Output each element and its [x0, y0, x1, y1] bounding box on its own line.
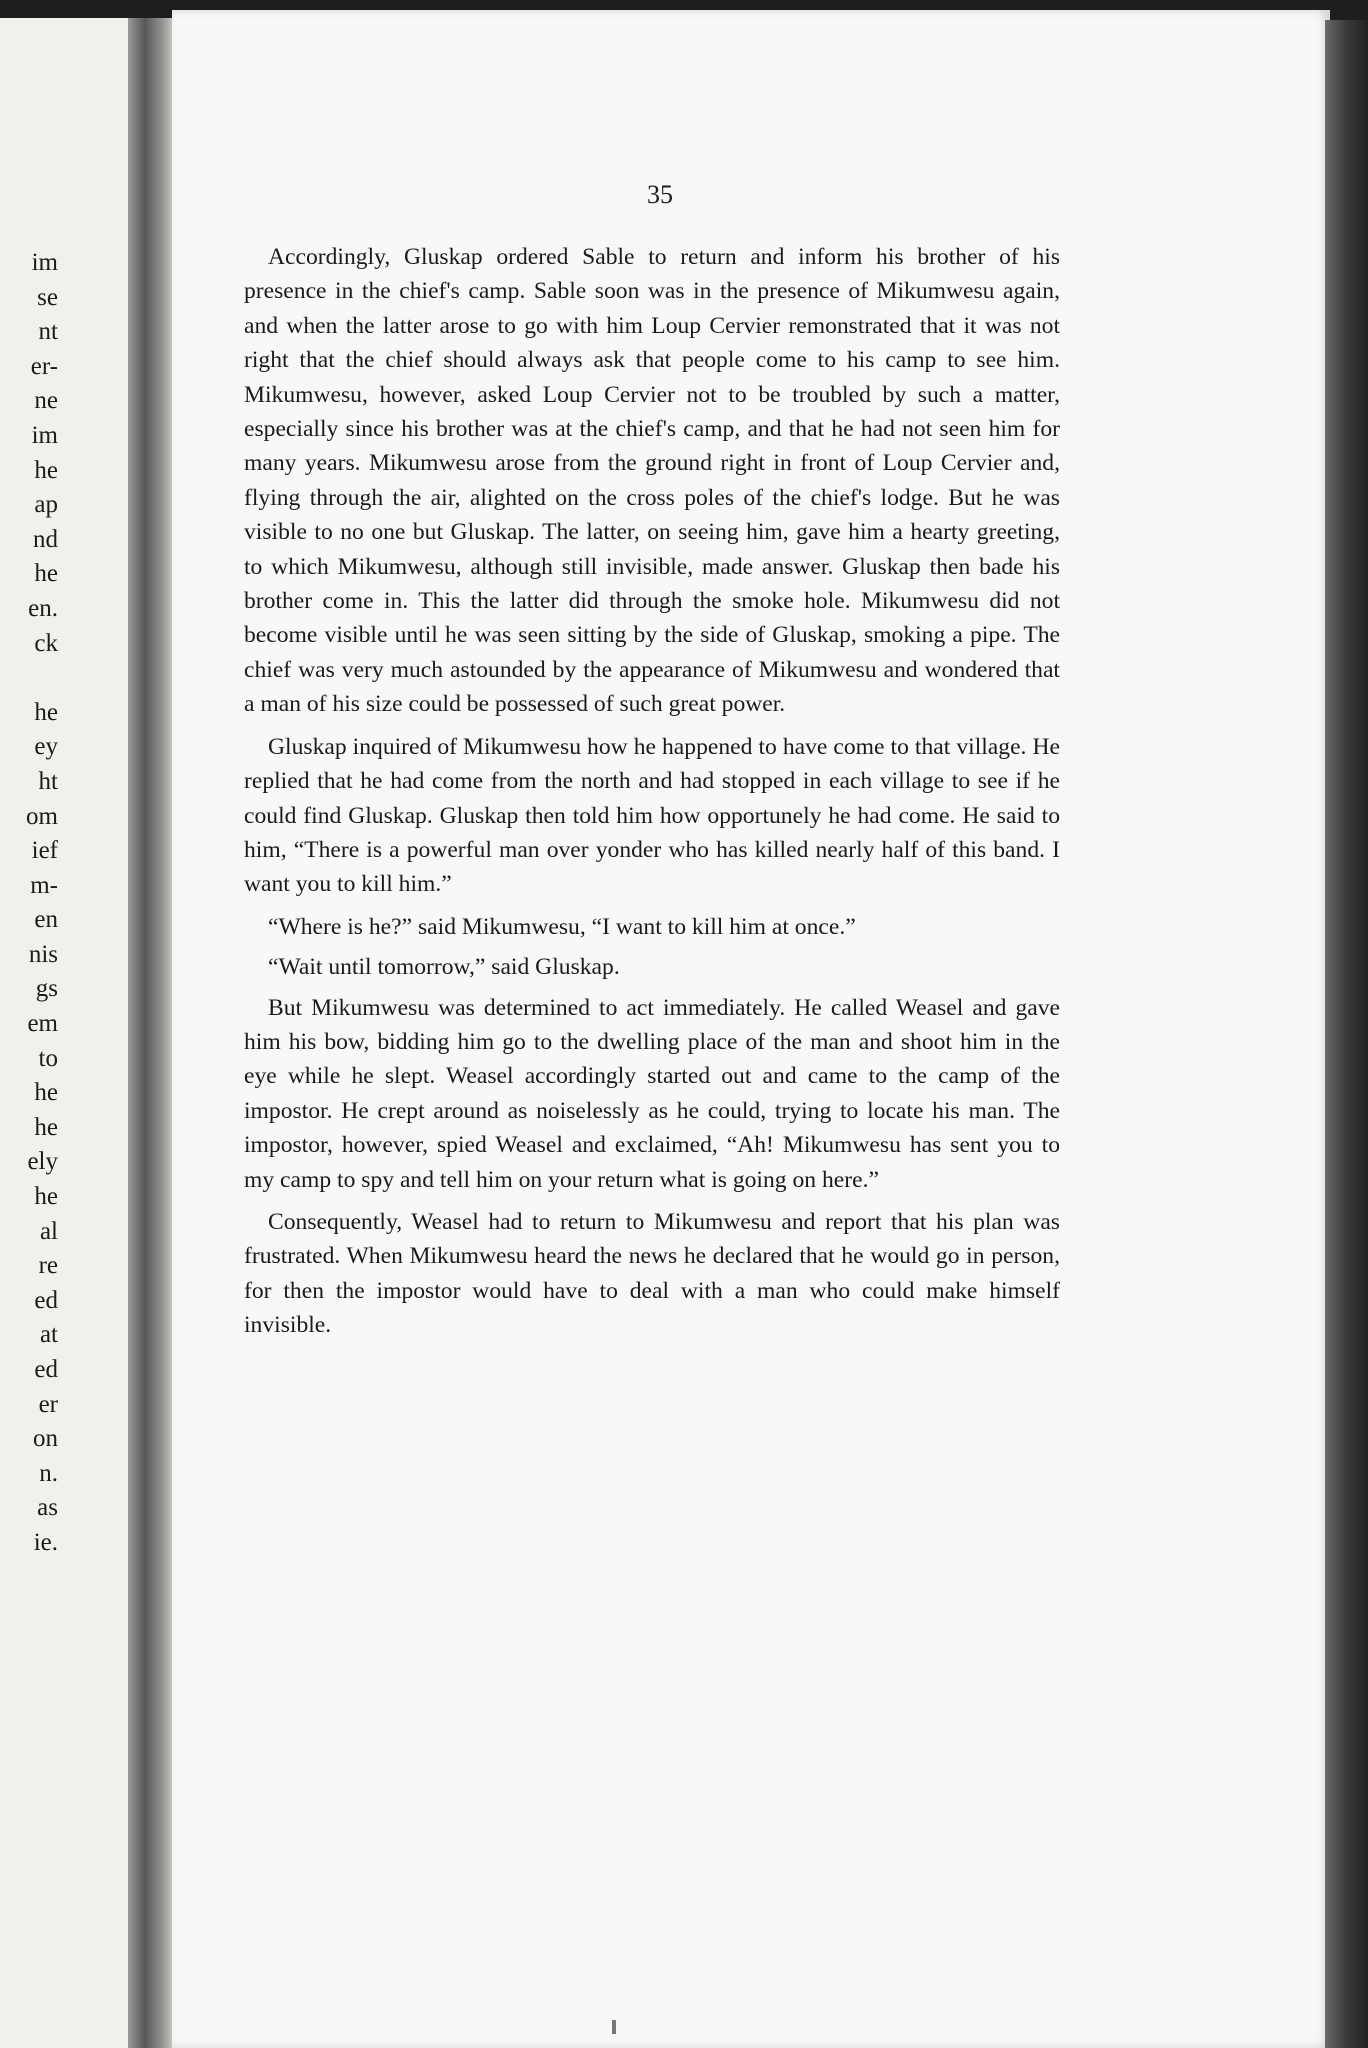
facing-page-fragment: er-: [30, 352, 58, 380]
paragraph-6: Consequently, Weasel had to return to Mikumwesu and report that his plan was frustrated. When Mikumwesu heard the news he declared that he would go in person, for then the impostor would have to deal with a man who could make himself invisible.: [244, 1208, 1060, 1339]
page-edge-shadow: [1325, 20, 1368, 2048]
facing-page-fragment: he: [34, 560, 58, 588]
facing-page-fragment: n.: [39, 1459, 58, 1487]
paragraph-2: Gluskap inquired of Mikumwesu how he happened to have come to that village. He replied that he had come from the north and had stopped in each village to see if he could find Gluskap. Gluskap then told him how opportunely he had come. He said to him, “There is a powerful man over yonder who has killed nearly half of this band. I want you to kill him.”: [244, 733, 1060, 898]
facing-page-fragment: nd: [33, 525, 58, 553]
facing-page-fragment: re: [38, 1252, 58, 1280]
facing-page-line-endings: [0, 246, 58, 1561]
facing-page-fragment: em: [27, 1010, 58, 1038]
facing-page-fragment: he: [34, 1183, 58, 1211]
facing-page-fragment: ne: [34, 387, 58, 415]
facing-page-fragment: al: [39, 1217, 58, 1245]
facing-page-fragment: nis: [28, 940, 58, 968]
page-body-text: [244, 240, 1060, 1351]
facing-page-fragment: on: [33, 1425, 58, 1453]
page-number: 35: [647, 180, 673, 209]
facing-page-fragment: er: [38, 1390, 58, 1418]
facing-page-fragment: en.: [28, 594, 58, 622]
facing-page-fragment: ief: [31, 837, 58, 865]
scan-mark: [612, 2020, 616, 2034]
paragraph-1: Accordingly, Gluskap ordered Sable to return and inform his brother of his presence in the chief's camp. Sable soon was in the presence of Mikumwesu again, and when the latter arose to go with him Loup Cervier remonstrated that it was not right that the chief should always ask that people come to his camp to see him. Mikumwesu, however, asked Loup Cervier not to be troubled by such a matter, especially since his brother was at the chief's camp, and that he had not seen him for many years. Mikumwesu arose from the ground right in front of Loup Cervier and, flying through the air, alighted on the cross poles of the chief's lodge. But he was visible to no one but Gluskap. The latter, on seeing him, gave him a hearty greeting, to which Mikumwesu, although still invisible, made answer. Gluskap then bade his brother come in. This the latter did through the smoke hole. Mikumwesu did not become visible until he was seen sitting by the side of Gluskap, smoking a pipe. The chief was very much astounded by the appearance of Mikumwesu and wondered that a man of his size could be possessed of such great power.: [244, 244, 1060, 718]
facing-page-fragment: to: [38, 1044, 58, 1072]
facing-page-fragment: ely: [27, 1148, 58, 1176]
facing-page-fragment: im: [31, 421, 58, 449]
facing-page-fragment: he: [34, 698, 58, 726]
paragraph-3-dialogue: “Where is he?” said Mikumwesu, “I want to kill him at once.”: [268, 913, 856, 940]
facing-page-fragment: he: [34, 1079, 58, 1107]
facing-page-fragment: ed: [34, 1286, 58, 1314]
facing-page-fragment: ed: [34, 1356, 58, 1383]
facing-page-fragment: m-: [30, 871, 58, 899]
paragraph-4-dialogue: “Wait until tomorrow,” said Gluskap.: [268, 954, 620, 981]
facing-page-fragment: nt: [38, 318, 58, 346]
facing-page-fragment: en: [34, 906, 58, 934]
facing-page-fragment: [0, 661, 58, 696]
facing-page-fragment: im: [31, 249, 58, 276]
facing-page-fragment: ey: [34, 733, 58, 761]
facing-page-fragment: se: [37, 283, 58, 311]
paragraph-5: But Mikumwesu was determined to act immediately. He called Weasel and gave him his bow, bidding him go to the dwelling place of the man and shoot him in the eye while he slept. Weasel accordingly started out and came to the camp of the impostor. He crept around as noiselessly as he could, trying to locate his man. The impostor, however, spied Weasel and exclaimed, “Ah! Mikumwesu has sent you to my camp to spy and tell him on your return what is going on here.”: [244, 994, 1060, 1193]
facing-page-fragment: gs: [35, 975, 58, 1003]
facing-page-fragment: as: [37, 1494, 58, 1522]
facing-page-fragment: at: [39, 1321, 58, 1349]
facing-page-fragment: he: [34, 1113, 58, 1141]
facing-page-fragment: ck: [34, 629, 58, 657]
facing-page-fragment: om: [26, 802, 58, 830]
facing-page-fragment: he: [34, 456, 58, 484]
facing-page-fragment: ie.: [33, 1528, 58, 1556]
facing-page-fragment: ap: [34, 491, 58, 519]
facing-page-fragment: ht: [38, 767, 58, 795]
